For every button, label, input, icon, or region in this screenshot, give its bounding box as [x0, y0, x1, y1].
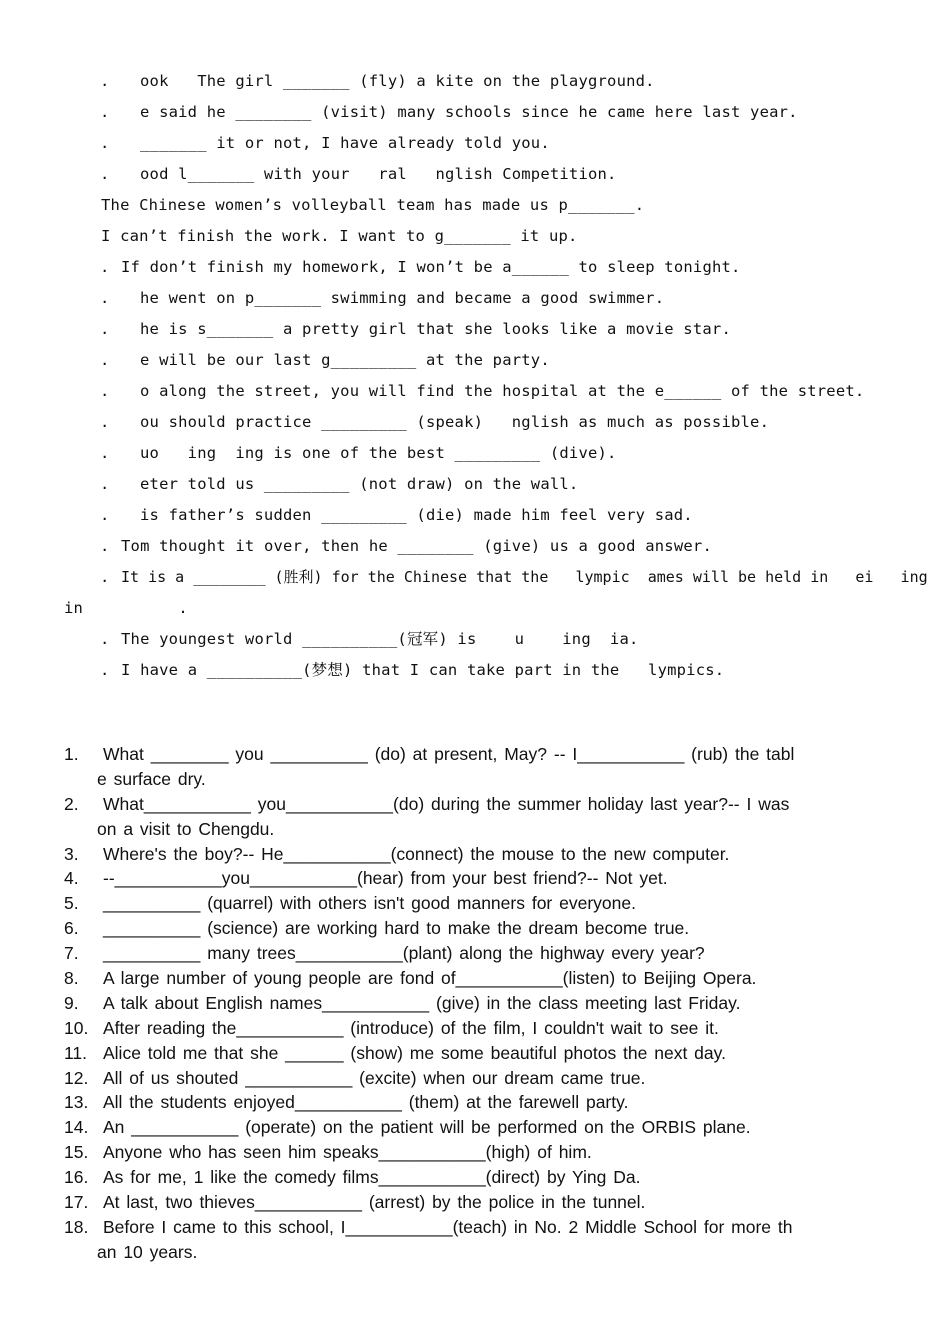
item-number: 6.	[64, 918, 79, 939]
exercise-item	[0, 1041, 950, 1066]
exercise-item-continuation	[0, 1240, 950, 1265]
item-text: __________ many trees___________(plant) along the highway every year?	[103, 943, 705, 964]
exercise-item	[0, 1165, 950, 1190]
item-text: e said he ________ (visit) many schools since he came here last year.	[140, 103, 798, 121]
item-number: .	[100, 165, 110, 183]
exercise-item	[0, 742, 950, 767]
item-text: an 10 years.	[97, 1241, 198, 1262]
exercise-item	[0, 128, 950, 159]
item-number: .	[100, 258, 110, 276]
exercise-item	[0, 1115, 950, 1140]
exercise-item-continuation	[0, 767, 950, 792]
item-text: I have a __________(梦想) that I can take part in the lympics.	[121, 661, 725, 679]
item-number: .	[100, 506, 110, 524]
exercise-item	[0, 1090, 950, 1115]
item-text: in .	[64, 599, 188, 617]
exercise-item	[0, 941, 950, 966]
item-text: The youngest world __________(冠军) is u ing ia.	[121, 630, 639, 648]
exercise-item	[0, 916, 950, 941]
item-number: .	[100, 351, 110, 369]
item-number: .	[100, 475, 110, 493]
item-number: 18.	[64, 1216, 89, 1237]
item-text: ou should practice _________ (speak) nglish as much as possible.	[140, 413, 770, 431]
exercise-item	[0, 624, 950, 655]
item-number: .	[100, 630, 110, 648]
exercise-item	[0, 1215, 950, 1240]
item-number: .	[100, 289, 110, 307]
item-number: .	[100, 444, 110, 462]
item-text: An ___________ (operate) on the patient will be performed on the ORBIS plane.	[103, 1117, 751, 1138]
item-number: 4.	[64, 868, 79, 889]
item-text: __________ (quarrel) with others isn't good manners for everyone.	[103, 893, 636, 914]
item-text: I can’t finish the work. I want to g_______ it up.	[101, 227, 578, 245]
item-text: o along the street, you will find the hospital at the e______ of the street.	[140, 382, 865, 400]
exercise-item	[0, 531, 950, 562]
item-text: ook The girl _______ (fly) a kite on the playground.	[140, 72, 655, 90]
item-text: If don’t finish my homework, I won’t be a______ to sleep tonight.	[121, 258, 741, 276]
item-text: uo ing ing is one of the best _________ (dive).	[140, 444, 617, 462]
item-number: 17.	[64, 1192, 89, 1213]
item-number: 7.	[64, 943, 79, 964]
exercise-item	[0, 469, 950, 500]
item-text: Anyone who has seen him speaks___________(high) of him.	[103, 1142, 592, 1163]
exercise-item	[0, 966, 950, 991]
item-text: Alice told me that she ______ (show) me some beautiful photos the next day.	[103, 1042, 726, 1063]
item-text: A large number of young people are fond of___________(listen) to Beijing Opera.	[103, 968, 757, 989]
item-number: 13.	[64, 1092, 89, 1113]
exercise-item-continuation	[0, 817, 950, 842]
item-text: Where's the boy?-- He___________(connect) the mouse to the new computer.	[103, 843, 730, 864]
item-text: eter told us _________ (not draw) on the wall.	[140, 475, 579, 493]
exercise-item	[0, 991, 950, 1016]
item-text: ood l_______ with your ral nglish Competition.	[140, 165, 617, 183]
exercise-item	[0, 66, 950, 97]
item-number: .	[100, 568, 110, 586]
item-text: What ________ you __________ (do) at present, May? -- I___________ (rub) the tabl	[103, 744, 795, 764]
item-text: he went on p_______ swimming and became a good swimmer.	[140, 289, 665, 307]
item-text: __________ (science) are working hard to make the dream become true.	[103, 918, 690, 939]
item-number: 2.	[64, 793, 79, 814]
item-number: .	[100, 103, 110, 121]
item-text: on a visit to Chengdu.	[97, 818, 275, 839]
item-number: .	[100, 382, 110, 400]
exercise-item	[0, 283, 950, 314]
item-text: Before I came to this school, I___________(teach) in No. 2 Middle School for more th	[103, 1216, 793, 1237]
item-text: At last, two thieves___________ (arrest) by the police in the tunnel.	[103, 1192, 646, 1213]
exercise-item	[0, 1140, 950, 1165]
exercise-item	[0, 376, 950, 407]
exercise-item	[0, 1016, 950, 1041]
item-number: .	[100, 661, 110, 679]
exercise-item	[0, 407, 950, 438]
exercise-item-continuation	[0, 593, 950, 624]
item-number: 12.	[64, 1067, 89, 1088]
exercise-item	[0, 159, 950, 190]
item-text: _______ it or not, I have already told you.	[140, 134, 550, 152]
item-number: 8.	[64, 968, 79, 989]
item-text: All of us shouted ___________ (excite) when our dream came true.	[103, 1067, 646, 1088]
item-number: .	[100, 72, 110, 90]
item-number: 11.	[64, 1042, 88, 1063]
exercise-item	[0, 314, 950, 345]
item-text: A talk about English names___________ (give) in the class meeting last Friday.	[103, 992, 741, 1013]
exercise-item	[0, 792, 950, 817]
item-text: It is a ________ (胜利) for the Chinese that the lympic ames will be held in ei ing	[121, 568, 928, 586]
item-text: As for me, 1 like the comedy films___________(direct) by Ying Da.	[103, 1167, 641, 1188]
item-number: 5.	[64, 893, 79, 914]
item-text: What___________ you___________(do) during the summer holiday last year?-- I was	[103, 793, 790, 814]
item-number: .	[100, 413, 110, 431]
exercise-item	[0, 1190, 950, 1215]
exercise-item	[0, 866, 950, 891]
exercise-item	[0, 345, 950, 376]
exercise-item	[0, 891, 950, 916]
exercise-item	[0, 221, 950, 252]
exercise-item	[0, 438, 950, 469]
exercise-item	[0, 500, 950, 531]
item-text: e surface dry.	[97, 768, 206, 789]
item-number: 10.	[64, 1017, 89, 1038]
item-text: he is s_______ a pretty girl that she looks like a movie star.	[140, 320, 731, 338]
exercise-item	[0, 842, 950, 867]
exercise-section-2	[0, 742, 950, 1265]
item-text: is father’s sudden _________ (die) made him feel very sad.	[140, 506, 693, 524]
exercise-item	[0, 252, 950, 283]
exercise-item	[0, 190, 950, 221]
item-text: e will be our last g_________ at the party.	[140, 351, 550, 369]
item-text: --___________you___________(hear) from your best friend?-- Not yet.	[103, 868, 668, 889]
exercise-item	[0, 1066, 950, 1091]
item-text: Tom thought it over, then he ________ (give) us a good answer.	[121, 537, 712, 555]
item-number: .	[100, 537, 110, 555]
item-text: After reading the___________ (introduce) of the film, I couldn't wait to see it.	[103, 1017, 719, 1038]
exercise-section-1	[0, 66, 950, 686]
item-text: The Chinese women’s volleyball team has made us p_______.	[101, 196, 645, 214]
item-number: 14.	[64, 1117, 89, 1138]
exercise-item	[0, 562, 950, 593]
item-number: .	[100, 320, 110, 338]
item-number: 15.	[64, 1142, 89, 1163]
item-number: 9.	[64, 992, 79, 1013]
item-number: 1.	[64, 744, 79, 764]
exercise-item	[0, 655, 950, 686]
exercise-item	[0, 97, 950, 128]
item-number: 16.	[64, 1167, 89, 1188]
item-number: .	[100, 134, 110, 152]
item-number: 3.	[64, 843, 79, 864]
item-text: All the students enjoyed___________ (them) at the farewell party.	[103, 1092, 629, 1113]
